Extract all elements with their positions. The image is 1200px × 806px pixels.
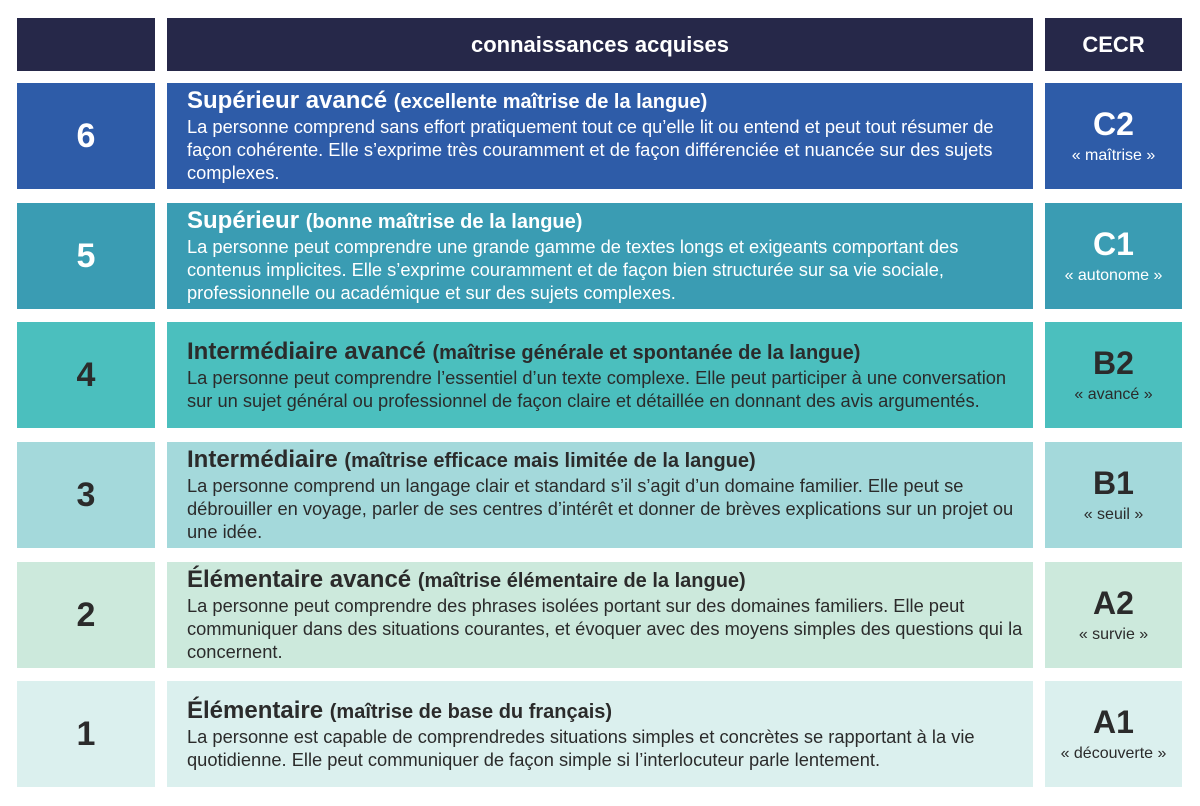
- row-cecr-cell: [1045, 562, 1182, 668]
- level-description: La personne peut comprendre une grande gamme de textes longs et exigeants comportant des contenus implicites. Elle s’exprime couramment et de façon bien structurée sur sa vie sociale, professionnelle ou académique et sur des sujets complexes.: [187, 236, 959, 303]
- level-title-sub: (maîtrise générale et spontanée de la langue): [432, 341, 861, 364]
- row-cecr-cell: [1045, 442, 1182, 548]
- level-title-sub: (excellente maîtrise de la langue): [393, 91, 708, 113]
- cecr-label: « avancé »: [1074, 386, 1153, 403]
- row-desc-cell: [167, 562, 1033, 668]
- level-number: 6: [76, 116, 96, 155]
- row-desc-cell: [167, 322, 1033, 428]
- level-number: 2: [76, 595, 96, 634]
- header-cecr-label: CECR: [1082, 31, 1145, 57]
- level-number: 3: [76, 475, 96, 514]
- level-title: [187, 339, 1033, 366]
- cecr-code: B1: [1093, 465, 1134, 501]
- header-cecr-cell: [1045, 18, 1182, 71]
- level-description: La personne est capable de comprendredes situations simples et concrètes se rapportant à la vie quotidienne. Elle peut communiquer de façon simple si l’interlocuteur parle lentement.: [187, 725, 975, 770]
- row-desc-cell: [167, 442, 1033, 548]
- cecr-label: « survie »: [1078, 626, 1149, 643]
- level-description: La personne comprend sans effort pratiquement tout ce qu’elle lit ou entend et peut tout résumer de façon cohérente. Elle s’exprime très couramment et de façon différenciée et nuancée sur des sujets complexes.: [187, 116, 994, 183]
- level-description: La personne peut comprendre des phrases isolées portant sur des domaines familiers. Elle peut communiquer dans des situations courantes, et évoquer avec des moyens simples des questions qui la concernent.: [187, 595, 1023, 662]
- row-level-cell: [17, 322, 155, 428]
- level-title-main: Supérieur avancé: [187, 87, 388, 114]
- header-level-cell: [17, 18, 155, 71]
- row-cecr-cell: [1045, 681, 1182, 787]
- level-title-main: Supérieur: [187, 207, 300, 234]
- row-cecr-cell: [1045, 83, 1182, 189]
- level-number: 4: [76, 355, 96, 394]
- cecr-code: A2: [1093, 585, 1134, 621]
- level-number: 1: [76, 714, 96, 753]
- level-number: 5: [76, 236, 96, 275]
- row-cecr-cell: [1045, 322, 1182, 428]
- row-desc-cell: [167, 83, 1033, 189]
- cecr-code: C1: [1093, 226, 1134, 262]
- level-title-main: Intermédiaire avancé: [187, 337, 426, 365]
- level-title: [187, 698, 1033, 725]
- row-level-cell: [17, 562, 155, 668]
- level-title-sub: (maîtrise élémentaire de la langue): [417, 570, 746, 592]
- row-level-cell: [17, 442, 155, 548]
- cecr-label: « autonome »: [1064, 267, 1163, 284]
- cecr-code: B2: [1093, 345, 1134, 381]
- row-level-cell: [17, 203, 155, 309]
- level-title-main: Élémentaire: [187, 696, 324, 724]
- row-level-cell: [17, 83, 155, 189]
- row-level-cell: [17, 681, 155, 787]
- level-title-sub: (maîtrise efficace mais limitée de la langue): [344, 450, 756, 472]
- level-description: La personne comprend un langage clair et standard s’il s’agit d’un domaine familier. Elle peut se débrouiller en voyage, parler de ses centres d’intérêt et donner de brèves explications sur un projet ou une idée.: [187, 475, 1014, 542]
- level-title: [187, 567, 1033, 594]
- cecr-label: « découverte »: [1060, 745, 1167, 762]
- row-desc-cell: [167, 681, 1033, 787]
- level-title: [187, 88, 1033, 115]
- header-desc-cell: [167, 18, 1033, 71]
- level-title-sub: (bonne maîtrise de la langue): [305, 211, 583, 233]
- level-description: La personne peut comprendre l’essentiel d’un texte complexe. Elle peut participer à une conversation sur un sujet général ou professionnel de façon claire et détaillée en donnant des avis argumentés.: [187, 366, 1007, 411]
- level-title-main: Intermédiaire: [187, 446, 338, 473]
- row-cecr-cell: [1045, 203, 1182, 309]
- level-title: [187, 208, 1033, 235]
- level-title-sub: (maîtrise de base du français): [329, 700, 613, 723]
- cecr-code: C2: [1093, 106, 1134, 142]
- row-desc-cell: [167, 203, 1033, 309]
- cecr-label: « maîtrise »: [1071, 147, 1156, 164]
- level-title: [187, 447, 1033, 474]
- cecr-label: « seuil »: [1083, 506, 1144, 523]
- level-title-main: Élémentaire avancé: [187, 566, 412, 593]
- cecr-code: A1: [1093, 704, 1134, 740]
- header-desc-label: connaissances acquises: [470, 31, 730, 57]
